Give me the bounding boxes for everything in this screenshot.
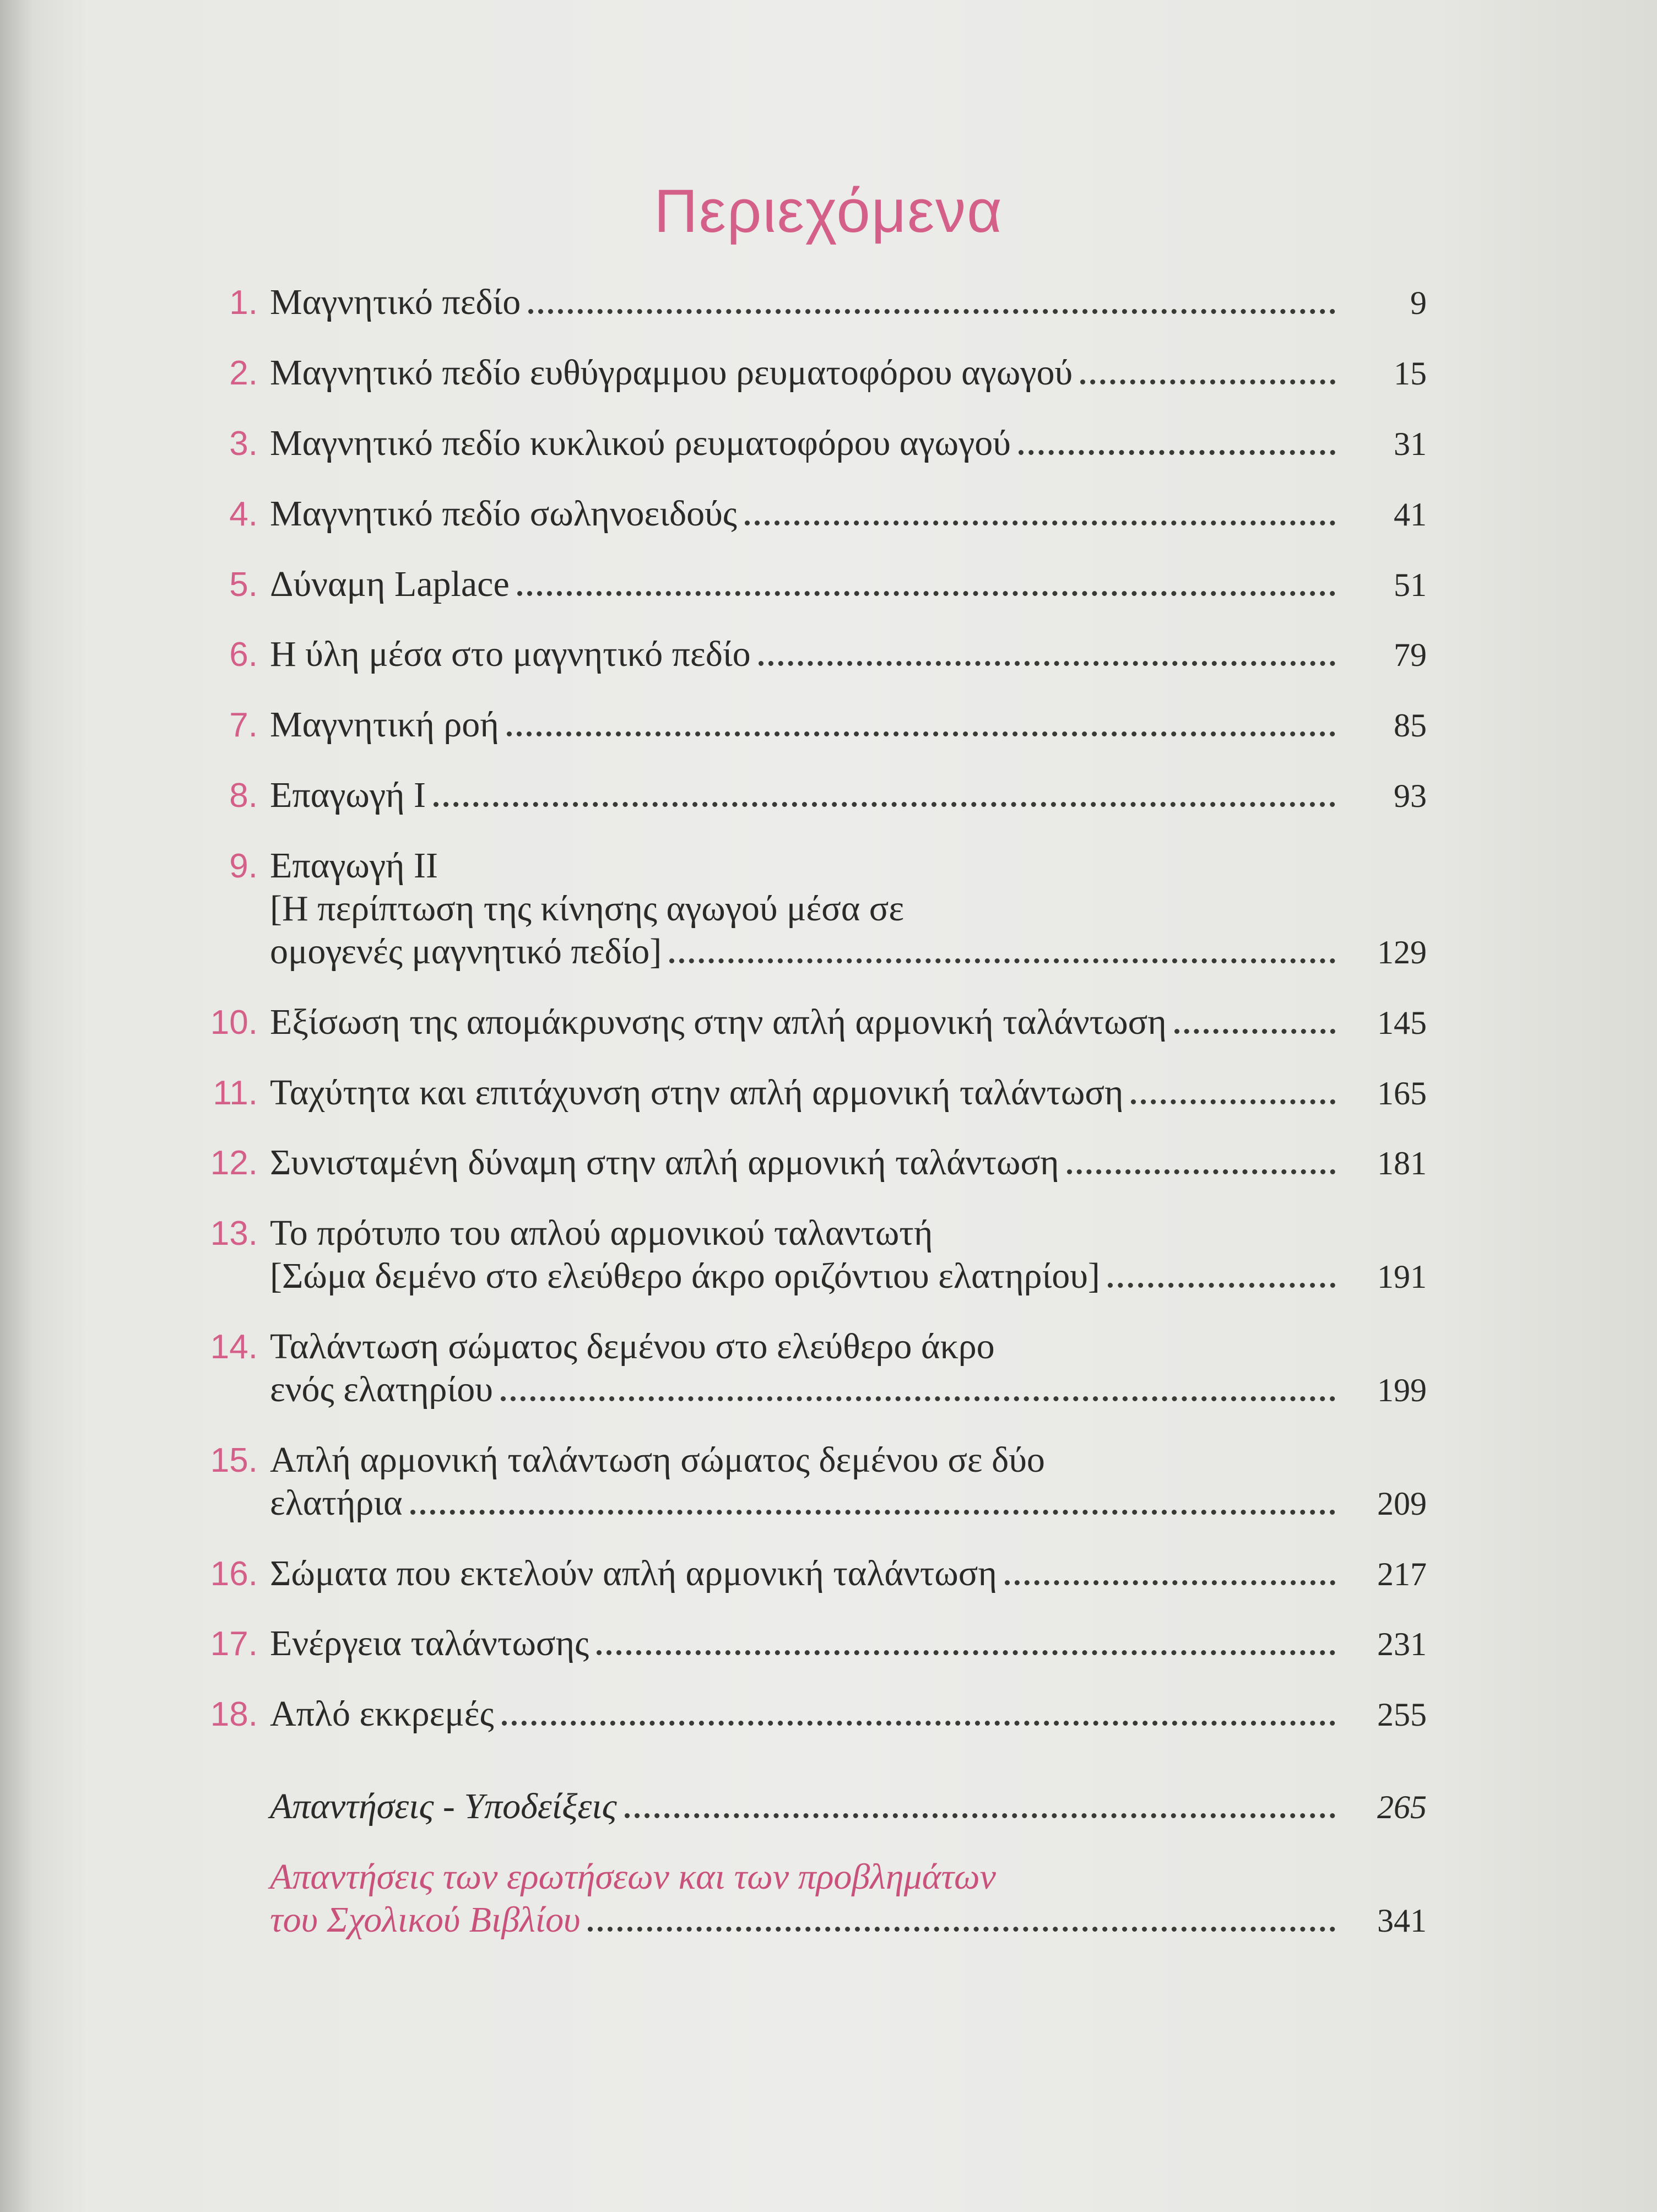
chapter-title-line: ενός ελατηρίου: [270, 1369, 493, 1409]
page-number: 341: [1377, 1902, 1427, 1939]
toc-entry: [182, 844, 1427, 973]
chapter-number: 10.: [210, 1003, 258, 1042]
toc-entry: [182, 633, 1427, 676]
page-number: 181: [1377, 1145, 1427, 1182]
page-number: 129: [1377, 934, 1427, 971]
page-number: 15: [1394, 355, 1427, 392]
chapter-number: 6.: [229, 636, 258, 674]
chapter-title-line: Μαγνητική ροή: [270, 704, 499, 745]
page-number: 41: [1394, 496, 1427, 533]
dot-leader: [1174, 1029, 1335, 1034]
chapter-number: 11.: [213, 1074, 258, 1112]
chapter-number: 16.: [210, 1554, 258, 1593]
dot-leader: [1067, 1169, 1335, 1174]
chapter-title-line: Απλό εκκρεμές: [270, 1694, 494, 1734]
chapter-title-line: [Σώμα δεμένο στο ελεύθερο άκρο οριζόντιου ελατηρίου]: [270, 1256, 1100, 1297]
chapter-title-line: Επαγωγή ΙΙ: [270, 845, 438, 886]
dot-leader: [528, 309, 1335, 314]
chapter-title-line: Μαγνητικό πεδίο σωληνοειδούς: [270, 493, 737, 534]
chapter-number: 9.: [229, 847, 258, 885]
toc-entry: [182, 774, 1427, 817]
toc-entry: [182, 422, 1427, 465]
chapter-number: 4.: [229, 495, 258, 533]
chapter-number: 15.: [210, 1441, 258, 1479]
table-of-contents: [182, 281, 1427, 1969]
chapter-title-line: ομογενές μαγνητικό πεδίο]: [270, 931, 662, 972]
page-number: 191: [1377, 1259, 1427, 1295]
page-number: 217: [1377, 1555, 1427, 1592]
page-number: 265: [1377, 1789, 1427, 1826]
chapter-title-line: Απλή αρμονική ταλάντωση σώματος δεμένου σε δύο: [270, 1439, 1045, 1480]
dot-leader: [434, 802, 1335, 807]
chapter-number: 3.: [229, 424, 258, 463]
page-title: Περιεχόμενα: [654, 177, 1003, 245]
page-number: 255: [1377, 1696, 1427, 1733]
dot-leader: [502, 1721, 1335, 1726]
chapter-title-line: Ενέργεια ταλάντωσης: [270, 1623, 589, 1664]
toc-extra-entry: [270, 1785, 1427, 1828]
chapter-number: 5.: [229, 565, 258, 604]
toc-entry: [182, 1141, 1427, 1184]
dot-leader: [501, 1396, 1335, 1401]
page-number: 165: [1377, 1075, 1427, 1112]
dot-leader: [1131, 1099, 1335, 1104]
chapter-title-line: Μαγνητικό πεδίο: [270, 282, 521, 322]
dot-leader: [1080, 379, 1335, 384]
dot-leader: [1005, 1580, 1335, 1585]
toc-entry: [182, 1622, 1427, 1665]
chapter-title-line: Απαντήσεις - Υποδείξεις: [270, 1786, 617, 1827]
chapter-number: 2.: [229, 354, 258, 392]
chapter-number: 14.: [210, 1328, 258, 1366]
chapter-number: 12.: [210, 1144, 258, 1183]
dot-leader: [517, 591, 1335, 596]
dot-leader: [1019, 450, 1335, 455]
chapter-number: 1.: [229, 284, 258, 322]
dot-leader: [759, 661, 1335, 666]
section-gap: [182, 1763, 1427, 1785]
page-number: 51: [1394, 566, 1427, 603]
dot-leader: [625, 1813, 1335, 1818]
chapter-title-line: Η ύλη μέσα στο μαγνητικό πεδίο: [270, 634, 751, 675]
toc-entry: [182, 1693, 1427, 1736]
page-number: 9: [1410, 285, 1427, 321]
toc-entry: [182, 1071, 1427, 1114]
chapter-title-line: Το πρότυπο του απλού αρμονικού ταλαντωτή: [270, 1213, 933, 1254]
chapter-title-line: Επαγωγή Ι: [270, 775, 426, 816]
chapter-title-line: ελατήρια: [270, 1482, 403, 1523]
dot-leader: [588, 1927, 1335, 1932]
chapter-title-line: Συνισταμένη δύναμη στην απλή αρμονική ταλάντωση: [270, 1142, 1059, 1183]
chapter-number: 8.: [229, 777, 258, 815]
chapter-title-line: Ταχύτητα και επιτάχυνση στην απλή αρμονική ταλάντωση: [270, 1072, 1124, 1113]
chapter-title-line: Εξίσωση της απομάκρυνσης στην απλή αρμονική ταλάντωση: [270, 1001, 1167, 1042]
chapter-title-line: Απαντήσεις των ερωτήσεων και των προβλημάτων: [270, 1857, 996, 1897]
page-number: 79: [1394, 637, 1427, 674]
toc-entry: [182, 1212, 1427, 1298]
page-number: 145: [1377, 1004, 1427, 1041]
dot-leader: [597, 1650, 1335, 1655]
dot-leader: [1108, 1283, 1335, 1288]
toc-entry: [182, 1001, 1427, 1044]
dot-leader: [507, 731, 1335, 736]
page-number: 31: [1394, 425, 1427, 462]
chapter-title-line: Ταλάντωση σώματος δεμένου στο ελεύθερο άκρο: [270, 1326, 995, 1367]
chapter-title-line: Σώματα που εκτελούν απλή αρμονική ταλάντωση: [270, 1553, 997, 1593]
dot-leader: [745, 521, 1335, 525]
page-number: 85: [1394, 707, 1427, 744]
toc-entry: [182, 563, 1427, 606]
page-number: 93: [1394, 778, 1427, 815]
toc-entry: [182, 703, 1427, 746]
dot-leader: [410, 1510, 1335, 1515]
chapter-title-line: Μαγνητικό πεδίο ευθύγραμμου ρευματοφόρου αγωγού: [270, 352, 1073, 393]
dot-leader: [669, 958, 1335, 963]
toc-entry: [182, 281, 1427, 324]
page-number: 199: [1377, 1371, 1427, 1408]
chapter-number: 17.: [210, 1625, 258, 1663]
chapter-title-line: Μαγνητικό πεδίο κυκλικού ρευματοφόρου αγωγού: [270, 422, 1011, 463]
toc-extra-entry: [270, 1856, 1427, 1942]
page-number: 209: [1377, 1485, 1427, 1522]
toc-entry: [182, 1325, 1427, 1411]
chapter-title-line: [Η περίπτωση της κίνησης αγωγού μέσα σε: [270, 888, 905, 929]
chapter-number: 7.: [229, 706, 258, 745]
chapter-title-line: του Σχολικού Βιβλίου: [270, 1899, 581, 1940]
toc-entry: [182, 1552, 1427, 1595]
chapter-title-line: Δύναμη Laplace: [270, 563, 510, 604]
toc-entry: [182, 351, 1427, 394]
page-number: 231: [1377, 1626, 1427, 1663]
toc-entry: [182, 492, 1427, 535]
chapter-number: 18.: [210, 1695, 258, 1734]
chapter-number: 13.: [210, 1215, 258, 1253]
toc-entry: [182, 1439, 1427, 1525]
